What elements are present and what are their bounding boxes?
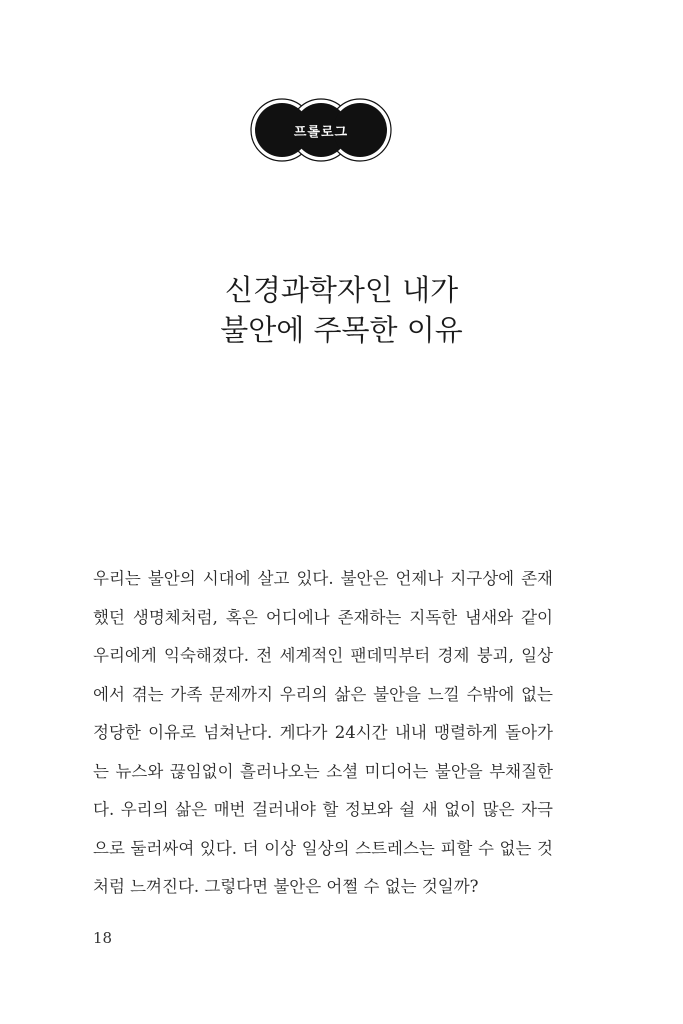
page-title [0, 270, 683, 350]
badge-label: 프롤로그 [293, 124, 349, 140]
body-paragraph: 우리는 불안의 시대에 살고 있다. 불안은 언제나 지구상에 존재했던 생명체처럼, 혹은 어디에나 존재하는 지독한 냄새와 같이 우리에게 익숙해졌다. 전 세계적인 팬데믹부터 경제 붕괴, 일상에서 겪는 가족 문제까지 우리의 삶은 불안을 느낄 수밖에 없는 정당한 이유로 넘쳐난다. 게다가 24시간 내내 맹렬하게 돌아가는 뉴스와 끊임없이 흘러나오는 소셜 미디어는 불안을 부채질한다. 우리의 삶은 매번 걸러내야 할 정보와 쉴 새 없이 많은 자극으로 둘러싸여 있다. 더 이상 일상의 스트레스는 피할 수 없는 것처럼 느껴진다. 그렇다면 불안은 어쩔 수 없는 것일까? [93, 569, 553, 896]
chapter-badge [250, 98, 392, 162]
title-line-1: 신경과학자인 내가 [224, 273, 459, 307]
page-number: 18 [93, 929, 113, 947]
title-line-2: 불안에 주목한 이유 [220, 313, 463, 347]
